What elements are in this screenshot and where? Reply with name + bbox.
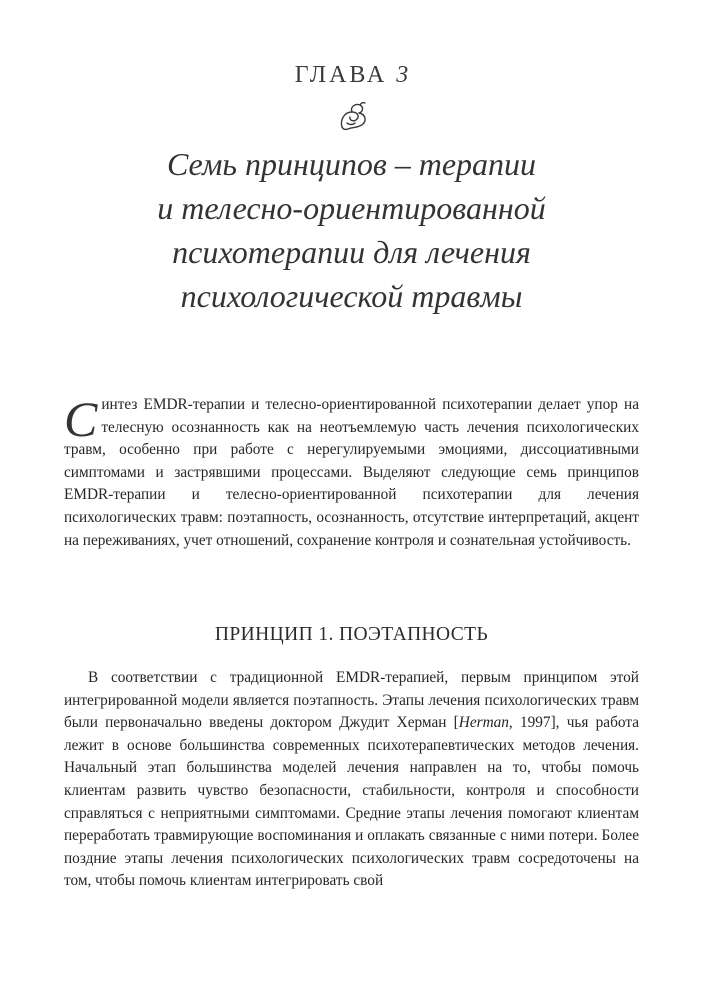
intro-paragraph <box>64 391 639 552</box>
body-text-part: В соответствии с традиционной EMDR-терапией, первым принципом этой интегрированной модели является поэтапность. Этапы лечения психологических травм были первоначально введены доктором Джудит Херман [ <box>64 669 639 732</box>
chapter-label-word: ГЛАВА <box>294 62 388 88</box>
drop-cap: С <box>64 391 98 447</box>
intro-text: интез EMDR-терапии и телесно-ориентированной психотерапии делает упор на телесную осознанность как на неотъемлемую часть лечения психологических травм, особенно при работе с нерегулируемыми эмоциями, диссоциативными симптомами и застрявшими процессами. Выделяют следующие семь принципов EMDR-терапии и телесно-ориентированной психотерапии для лечения психологических травм: поэтапность, осознанность, отсутствие интерпретаций, акцент на переживаниях, учет отношений, сохранение контроля и сознательная устойчивость. <box>64 396 639 549</box>
section-body <box>64 667 639 893</box>
chapter-title-line: психотерапии для лечения <box>172 234 531 270</box>
citation-year: , 1997] <box>508 714 556 732</box>
floral-ornament-icon <box>336 100 370 134</box>
chapter-title-line: Семь принципов – терапии <box>166 146 537 182</box>
body-paragraph <box>64 667 639 893</box>
chapter-title-line: и телесно-ориентированной <box>157 190 546 226</box>
chapter-number: 3 <box>396 62 409 88</box>
chapter-label <box>0 62 703 89</box>
chapter-title-line: психологической травмы <box>180 278 523 314</box>
section-heading: ПРИНЦИП 1. ПОЭТАПНОСТЬ <box>214 624 489 645</box>
body-text-part: , чья работа лежит в основе большинства современных психотерапевтических методов лечения. Начальный этап большинства моделей лечения направлен на то, чтобы помочь клиентам развить чувство безопасности, стабильности, контроля и способности справляться с неприятными симптомами. Средние этапы лечения помогают клиентам переработать травмирующие воспоминания и оплакать связанные с ними потери. Более поздние этапы лечения психологических психологических травм сосредоточены на том, чтобы помочь клиентам интегрировать свой <box>64 714 639 890</box>
chapter-title <box>60 142 643 318</box>
citation-author: Herman <box>458 714 509 732</box>
